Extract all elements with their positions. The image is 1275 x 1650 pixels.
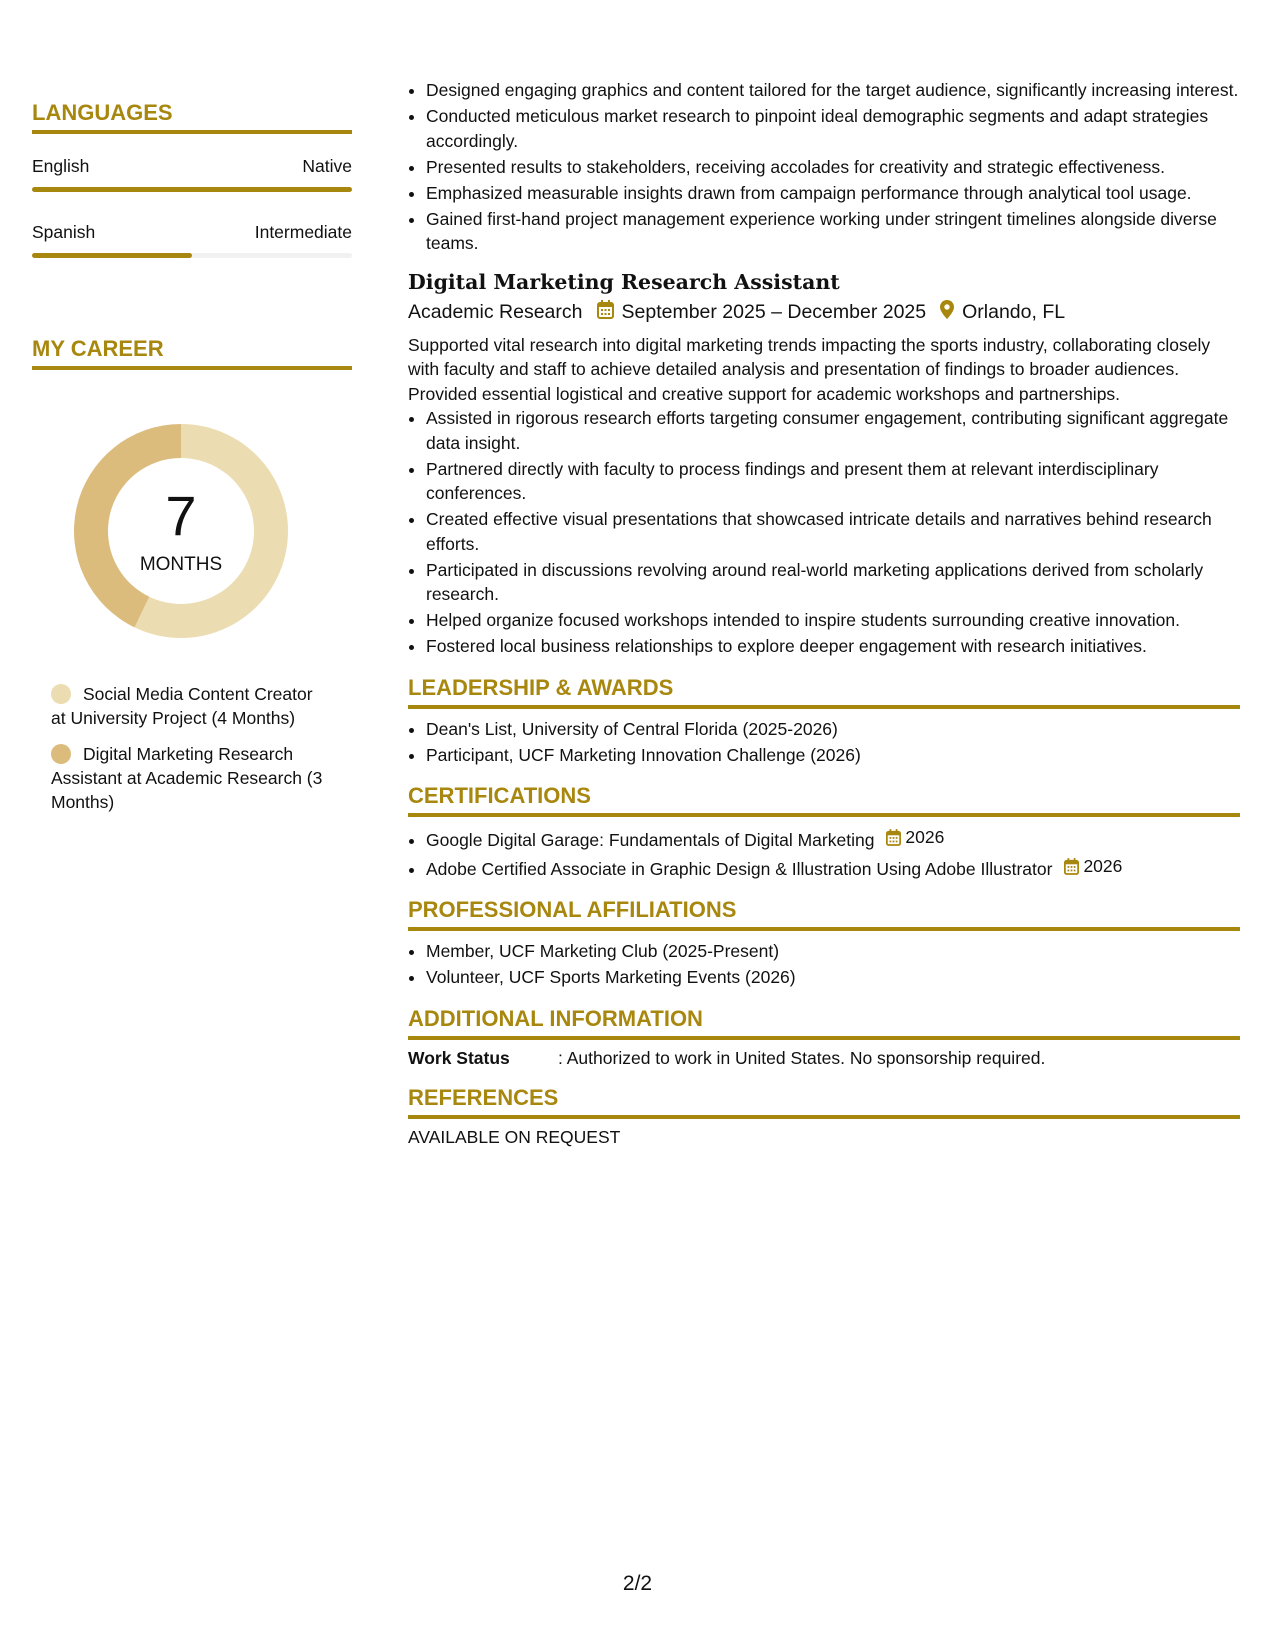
list-item: • Partnered directly with faculty to process findings and present them at relevant interdisciplinary conferences.: [426, 457, 1240, 506]
list-item: • Member, UCF Marketing Club (2025-Present): [426, 939, 1240, 964]
job-company: Academic Research: [408, 300, 583, 323]
legend-dot: [51, 684, 71, 704]
calendar-icon: [886, 829, 901, 846]
job-description: Supported vital research into digital marketing trends impacting the sports industry, collaborating closely with faculty and staff to achieve detailed analysis and presentation of findings to broader audiences. Provided essential logistical and creative support for academic workshops and partnerships.: [408, 334, 1211, 404]
references-section: [408, 1085, 1240, 1148]
list-item: [426, 825, 1240, 852]
job-title: Digital Marketing Research Assistant: [408, 269, 840, 294]
career-total-months: 7: [165, 484, 197, 547]
work-status-label: Work Status: [408, 1047, 510, 1068]
list-item: • Participant, UCF Marketing Innovation Challenge (2026): [426, 743, 1240, 768]
language-level: Intermediate: [254, 222, 352, 242]
list-item: • Created effective visual presentations that showcased intricate details and narratives behind research efforts.: [426, 507, 1240, 556]
list-item: • Emphasized measurable insights drawn from campaign performance through analytical tool usage.: [426, 181, 1240, 206]
list-item: • Dean's List, University of Central Florida (2025-2026): [426, 717, 1240, 742]
affiliations-heading: PROFESSIONAL AFFILIATIONS: [408, 897, 1240, 931]
leadership-section: [408, 675, 1240, 768]
references-text: AVAILABLE ON REQUEST: [408, 1126, 621, 1147]
certification-name: Adobe Certified Associate in Graphic Design & Illustration Using Adobe Illustrator: [426, 858, 1053, 879]
job-entry: [408, 270, 1240, 659]
legend-label: Digital Marketing Research Assistant at Academic Research (3 Months): [51, 744, 323, 812]
career-total-unit: MONTHS: [139, 554, 223, 575]
language-proficiency-bar: [32, 253, 352, 258]
calendar-icon: [597, 300, 614, 325]
language-proficiency-fill: [32, 253, 192, 258]
legend-dot: [51, 744, 71, 764]
list-item: • Conducted meticulous market research to pinpoint ideal demographic segments and adapt strategies accordingly.: [426, 104, 1240, 153]
language-name: English: [32, 156, 90, 176]
references-heading: REFERENCES: [408, 1085, 1240, 1119]
job-location: Orlando, FL: [962, 300, 1066, 323]
language-proficiency-fill: [32, 187, 352, 192]
career-heading: MY CAREER: [32, 336, 352, 370]
legend-item: [51, 742, 331, 814]
location-pin-icon: [940, 300, 954, 325]
certification-year-group: [886, 825, 944, 850]
list-item: • Gained first-hand project management experience working under stringent timelines alongside diverse teams.: [426, 207, 1240, 256]
list-item: • Volunteer, UCF Sports Marketing Events (2026): [426, 965, 1240, 990]
certification-name: Google Digital Garage: Fundamentals of Digital Marketing: [426, 829, 875, 850]
language-level: Native: [302, 156, 352, 176]
certifications-heading: CERTIFICATIONS: [408, 783, 1240, 817]
additional-info-section: [408, 1006, 1240, 1069]
certifications-section: [408, 783, 1240, 881]
legend-item: [51, 682, 331, 730]
certification-year: 2026: [905, 827, 945, 847]
additional-info-heading: ADDITIONAL INFORMATION: [408, 1006, 1240, 1040]
languages-heading: LANGUAGES: [32, 100, 352, 134]
list-item: • Assisted in rigorous research efforts targeting consumer engagement, contributing significant aggregate data insight.: [426, 406, 1240, 455]
list-item: • Fostered local business relationships to explore deeper engagement with research initiatives.: [426, 634, 1240, 659]
certification-year: 2026: [1083, 855, 1123, 876]
language-item: [32, 156, 352, 192]
calendar-icon: [1064, 858, 1079, 875]
list-item: • Helped organize focused workshops intended to inspire students surrounding creative innovation.: [426, 608, 1240, 633]
sidebar: [32, 100, 352, 826]
leadership-heading: LEADERSHIP & AWARDS: [408, 675, 1240, 709]
career-donut-chart: [66, 416, 296, 646]
work-status-row: [408, 1048, 1240, 1069]
work-status-value: : Authorized to work in United States. No sponsorship required.: [558, 1047, 1046, 1068]
affiliations-section: [408, 897, 1240, 990]
job-meta: [408, 300, 1240, 325]
list-item: [426, 854, 1240, 881]
job-bullets: [408, 406, 1240, 659]
certification-year-group: [1064, 854, 1122, 879]
job-dates: September 2025 – December 2025: [621, 300, 927, 323]
legend-label: Social Media Content Creator at University Project (4 Months): [51, 684, 313, 728]
donut-center: [66, 416, 296, 646]
page-number: 2/2: [622, 1572, 653, 1595]
main-content: [408, 78, 1240, 1148]
list-item: • Presented results to stakeholders, receiving accolades for creativity and strategic effectiveness.: [426, 155, 1240, 180]
previous-job-bullets: [408, 78, 1240, 256]
language-item: [32, 222, 352, 258]
language-proficiency-bar: [32, 187, 352, 192]
language-name: Spanish: [32, 222, 96, 242]
list-item: • Participated in discussions revolving around real-world marketing applications derived from scholarly research.: [426, 558, 1240, 607]
list-item: • Designed engaging graphics and content tailored for the target audience, significantly increasing interest.: [426, 78, 1240, 103]
career-legend: [51, 682, 331, 814]
